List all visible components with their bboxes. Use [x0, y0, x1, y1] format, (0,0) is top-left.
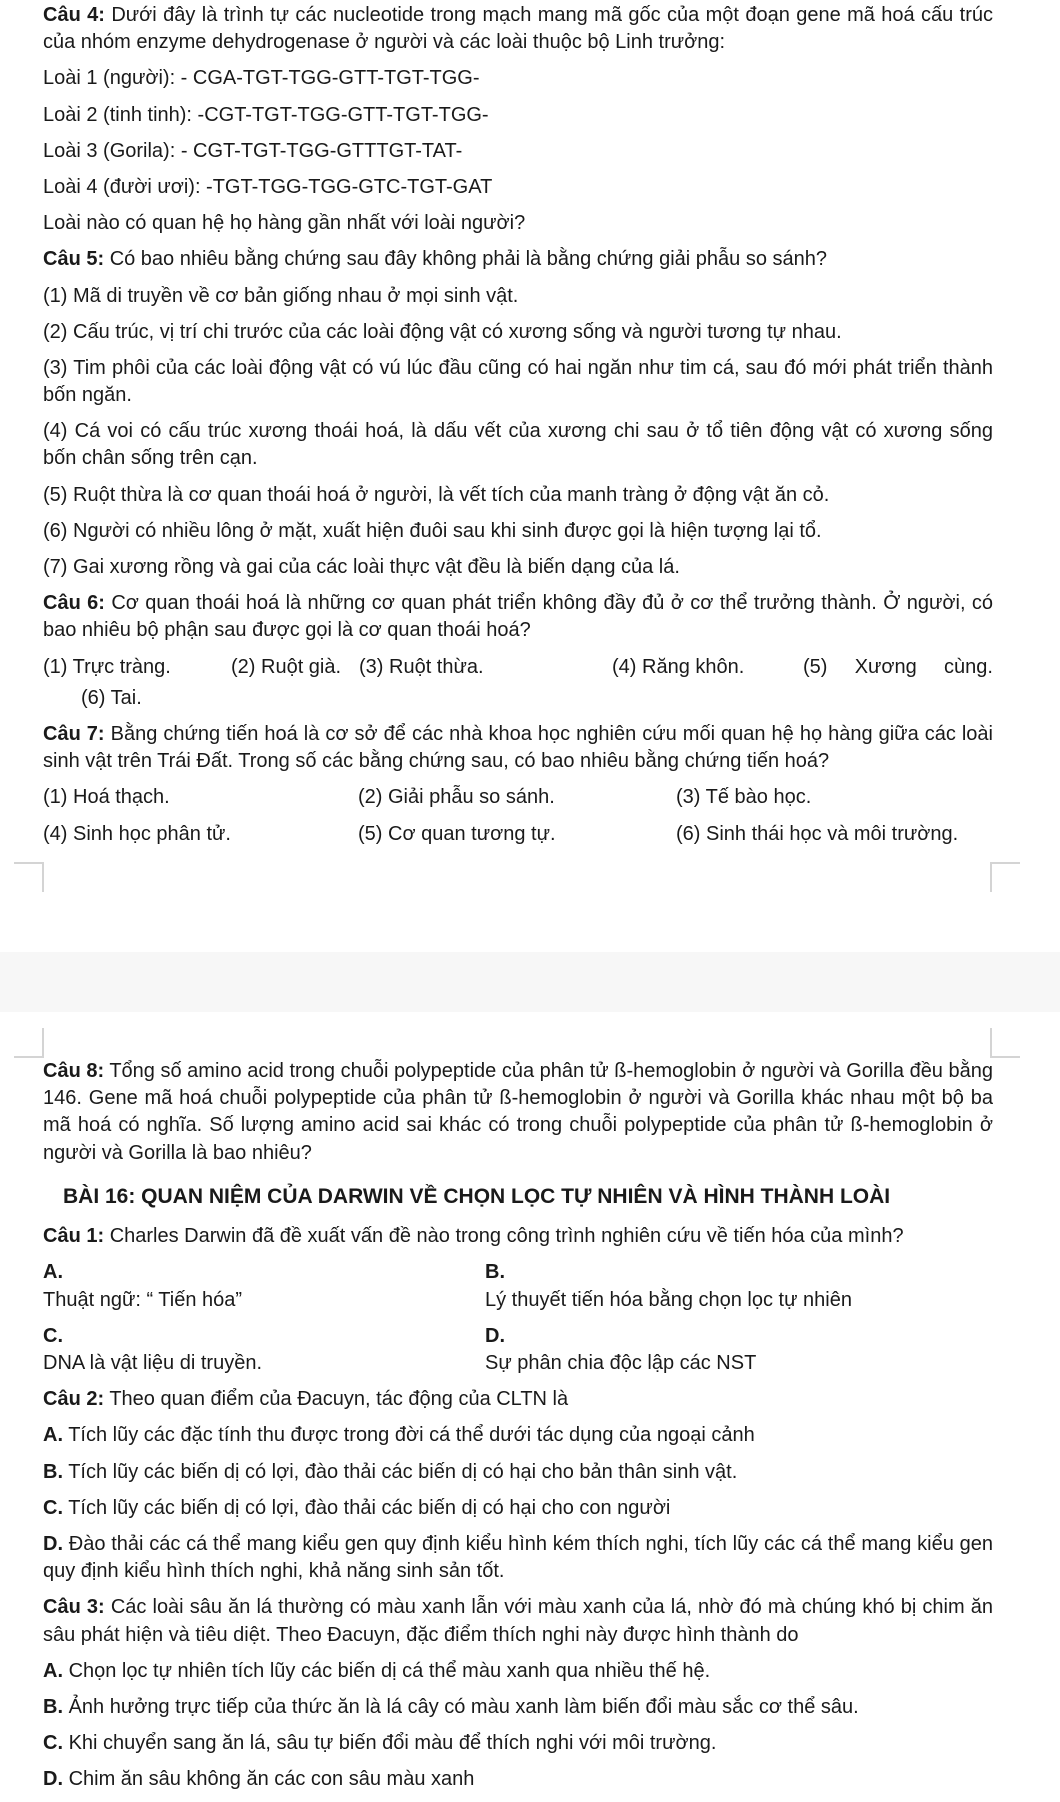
- l1-text: Charles Darwin đã đề xuất vấn đề nào trong công trình nghiên cứu về tiến hóa của mình?: [109, 1225, 904, 1248]
- l1-option-b: [485, 1259, 852, 1313]
- q6-option-5-word2: cùng.: [944, 655, 993, 678]
- q5-item-4: (4) Cá voi có cấu trúc xương thoái hoá, là dấu vết của xương chi sau ở tổ tiên động vật có xương sống bốn chân sống trên cạn.: [43, 420, 993, 470]
- page-corner-mark: [14, 862, 44, 892]
- option-text: DNA là vật liệu di truyền.: [43, 1352, 262, 1375]
- q5-item-2: (2) Cấu trúc, vị trí chi trước của các loài động vật có xương sống và người tương tự nhau.: [43, 320, 842, 343]
- q4-species-3: Loài 3 (Gorila): - CGT-TGT-TGG-GTTTGT-TAT-: [43, 139, 463, 162]
- option-letter: D.: [43, 1768, 63, 1791]
- q7-text: Bằng chứng tiến hoá là cơ sở để các nhà khoa học nghiên cứu mối quan hệ họ hàng giữa các loài sinh vật trên Trái Đất. Trong số các bằng chứng sau, có bao nhiêu bằng chứng tiến hoá?: [43, 722, 993, 773]
- q7-option-4: (4) Sinh học phân tử.: [43, 822, 231, 845]
- q4-species-2: Loài 2 (tinh tinh): -CGT-TGT-TGG-GTT-TGT-TGG-: [43, 103, 489, 126]
- q4-label: Câu 4:: [43, 4, 105, 26]
- option-letter: B.: [43, 1695, 63, 1718]
- q6-text: Cơ quan thoái hoá là những cơ quan phát triển không đầy đủ ở cơ thể trưởng thành. Ở người, có bao nhiêu bộ phận sau được gọi là cơ quan thoái hoá?: [43, 592, 993, 642]
- q8-label: Câu 8:: [43, 1060, 105, 1082]
- option-text: Chọn lọc tự nhiên tích lũy các biến dị cá thể màu xanh qua nhiều thế hệ.: [68, 1659, 711, 1682]
- l1-prompt: [43, 1223, 993, 1250]
- option-text: Tích lũy các biến dị có lợi, đào thải các biến dị có hại cho bản thân sinh vật.: [68, 1460, 738, 1483]
- option-letter: A.: [43, 1659, 63, 1682]
- option-letter: C.: [43, 1732, 63, 1755]
- q6-prompt: [43, 590, 993, 644]
- q6-option-5: [803, 654, 993, 681]
- option-text: Tích lũy các biến dị có lợi, đào thải các biến dị có hại cho con người: [68, 1496, 671, 1519]
- page-break-gap: [0, 952, 1060, 1012]
- q4-text: Dưới đây là trình tự các nucleotide trong mạch mang mã gốc của một đoạn gene mã hoá cấu trúc của nhóm enzyme dehydrogenase ở người và các loài thuộc bộ Linh trưởng:: [43, 4, 993, 54]
- option-text: Ảnh hưởng trực tiếp của thức ăn là lá cây có màu xanh làm biến đổi màu sắc cơ thể sâu.: [68, 1695, 859, 1718]
- q5-label: Câu 5:: [43, 248, 105, 271]
- page-corner-mark: [990, 1028, 1020, 1058]
- option-text: Lý thuyết tiến hóa bằng chọn lọc tự nhiên: [485, 1288, 852, 1311]
- option-letter: C.: [43, 1496, 63, 1519]
- q7-label: Câu 7:: [43, 722, 105, 745]
- q5-item-7: (7) Gai xương rồng và gai của các loài thực vật đều là biến dạng của lá.: [43, 556, 680, 578]
- q7-option-5: (5) Cơ quan tương tự.: [358, 822, 556, 845]
- page-corner-mark: [14, 1028, 44, 1058]
- q4-species-1: Loài 1 (người): - CGA-TGT-TGG-GTT-TGT-TGG-: [43, 67, 480, 90]
- option-text: Thuật ngữ: “ Tiến hóa”: [43, 1288, 243, 1311]
- l1-option-c: [43, 1323, 485, 1377]
- l1-options-row-1: [43, 1259, 993, 1313]
- lesson-title: BÀI 16: QUAN NIỆM CỦA DARWIN VỀ CHỌN LỌC TỰ NHIÊN VÀ HÌNH THÀNH LOÀI: [63, 1184, 891, 1208]
- q6-option-5-word: Xương: [854, 655, 917, 678]
- q5-item-3: (3) Tim phôi của các loài động vật có vú lúc đầu cũng có hai ngăn như tim cá, sau đó mới phát triển thành bốn ngăn.: [43, 356, 993, 407]
- q5-item-5: (5) Ruột thừa là cơ quan thoái hoá ở người, là vết tích của manh tràng ở động vật ăn cỏ.: [43, 483, 830, 506]
- q6-options-row: [43, 654, 993, 681]
- l3-option-d: [43, 1766, 993, 1793]
- q6-option-5-num: (5): [803, 655, 828, 678]
- q7-option-2: (2) Giải phẫu so sánh.: [358, 786, 555, 809]
- l1-option-a: [43, 1259, 485, 1313]
- l2-prompt: [43, 1386, 993, 1413]
- q5-item-6: (6) Người có nhiều lông ở mặt, xuất hiện đuôi sau khi sinh được gọi là hiện tượng lại tổ.: [43, 519, 822, 542]
- exercise-section-top: [43, 2, 993, 857]
- option-text: Chim ăn sâu không ăn các con sâu màu xanh: [68, 1768, 475, 1791]
- q6-option-6: (6) Tai.: [81, 686, 142, 709]
- option-text: Tích lũy các đặc tính thu được trong đời cá thể dưới tác dụng của ngoại cảnh: [68, 1424, 755, 1447]
- q5-prompt: [43, 246, 993, 273]
- l2-option-a: [43, 1422, 993, 1449]
- q7-option-6: (6) Sinh thái học và môi trường.: [676, 822, 959, 845]
- q4-prompt: [43, 2, 993, 56]
- q8-prompt: [43, 1058, 993, 1167]
- l3-option-a: [43, 1658, 993, 1685]
- q4-question: Loài nào có quan hệ họ hàng gần nhất với loài người?: [43, 212, 526, 235]
- exercise-section-bottom: [43, 1058, 993, 1802]
- l1-label: Câu 1:: [43, 1225, 105, 1248]
- q5-item-1: (1) Mã di truyền về cơ bản giống nhau ở mọi sinh vật.: [43, 284, 519, 307]
- l2-option-c: [43, 1495, 993, 1522]
- q6-option-3: (3) Ruột thừa.: [359, 655, 484, 678]
- l3-prompt: [43, 1594, 993, 1648]
- q6-option-1: (1) Trực tràng.: [43, 655, 171, 678]
- l3-text: Các loài sâu ăn lá thường có màu xanh lẫn với màu xanh của lá, nhờ đó mà chúng khó bị chim ăn sâu phát hiện và tiêu diệt. Theo Đacuyn, đặc điểm thích nghi này được hình thành do: [43, 1596, 993, 1646]
- option-text: Khi chuyển sang ăn lá, sâu tự biến đổi màu để thích nghi với môi trường.: [68, 1732, 717, 1755]
- l2-label: Câu 2:: [43, 1388, 105, 1411]
- option-letter: A.: [43, 1424, 63, 1447]
- option-letter: D.: [485, 1324, 505, 1347]
- q8-text: Tổng số amino acid trong chuỗi polypeptide của phân tử ß-hemoglobin ở người và Gorilla đều bằng 146. Gene mã hoá chuỗi polypeptide của phân tử ß-hemoglobin ở người và Gorilla khác nhau một bộ ba mã hoá có nghĩa. Số lượng amino acid sai khác có trong chuỗi polypeptide của phân tử ß-hemoglobin ở người và Gorilla là bao nhiêu?: [43, 1060, 993, 1164]
- l1-option-d: [485, 1323, 756, 1377]
- option-letter: A.: [43, 1261, 63, 1284]
- option-letter: C.: [43, 1324, 63, 1347]
- q7-options-row-1: [43, 784, 993, 811]
- l3-option-c: [43, 1730, 993, 1757]
- q6-option-2: (2) Ruột già.: [231, 655, 342, 678]
- l2-text: Theo quan điểm của Đacuyn, tác động của CLTN là: [109, 1388, 569, 1411]
- q7-option-3: (3) Tế bào học.: [676, 786, 812, 809]
- q4-species-4: Loài 4 (đười ươi): -TGT-TGG-TGG-GTC-TGT-GAT: [43, 175, 493, 198]
- l3-label: Câu 3:: [43, 1596, 105, 1619]
- page-corner-mark: [990, 862, 1020, 892]
- l3-option-b: [43, 1694, 993, 1721]
- q7-prompt: [43, 721, 993, 775]
- option-letter: B.: [43, 1460, 63, 1483]
- q7-option-1: (1) Hoá thạch.: [43, 786, 170, 809]
- q6-label: Câu 6:: [43, 592, 105, 615]
- q5-text: Có bao nhiêu bằng chứng sau đây không phải là bằng chứng giải phẫu so sánh?: [109, 248, 828, 271]
- l2-option-d: [43, 1531, 993, 1585]
- q7-options-row-2: [43, 821, 993, 848]
- q6-option-4: (4) Răng khôn.: [612, 655, 745, 678]
- l1-options-row-2: [43, 1323, 993, 1377]
- option-text: Đào thải các cá thể mang kiểu gen quy định kiểu hình kém thích nghi, tích lũy các cá thể mang kiểu gen quy định kiểu hình thích nghi, khả năng sinh sản tốt.: [43, 1532, 993, 1583]
- option-letter: B.: [485, 1261, 505, 1284]
- option-text: Sự phân chia độc lập các NST: [485, 1352, 757, 1375]
- option-letter: D.: [43, 1532, 63, 1555]
- l2-option-b: [43, 1459, 993, 1486]
